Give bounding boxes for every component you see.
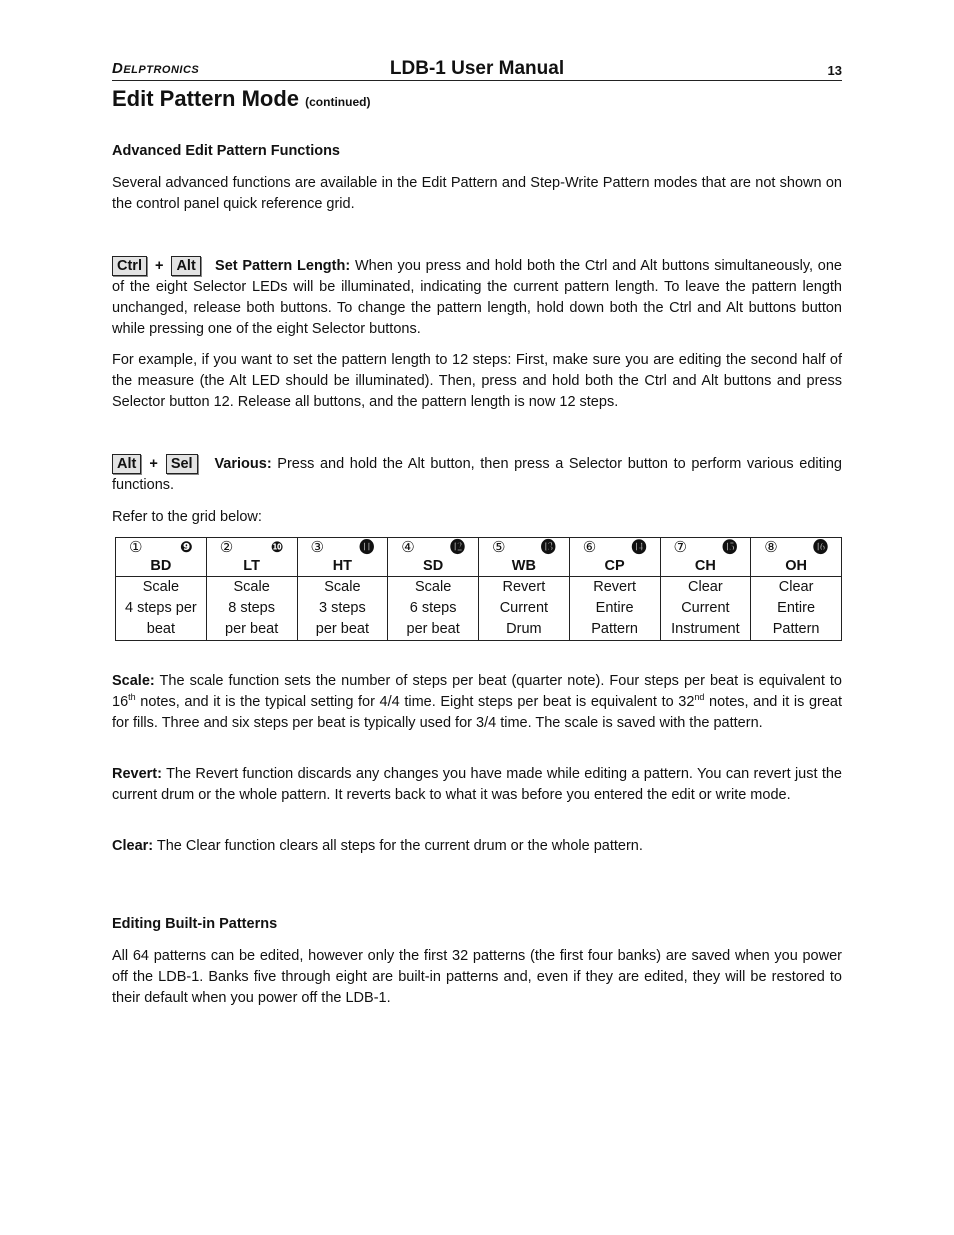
function-line: Scale [324, 579, 361, 595]
scale-label: Scale: [112, 673, 155, 689]
scale-text-3: notes, and it is great for fills. Three and six steps per beat is typically used for 3/4 time. The scale is saved with the pattern. [112, 694, 843, 731]
various-label: Various: [214, 456, 272, 472]
selector-number-alt: ⓯ [722, 539, 738, 556]
function-line: per beat [406, 621, 460, 637]
page-header [112, 58, 842, 81]
selector-number: ⑧ [764, 539, 778, 556]
function-line: Drum [506, 621, 542, 637]
selector-number: ② [219, 539, 234, 556]
grid-function-cell [388, 577, 479, 641]
function-line: per beat [225, 621, 279, 637]
selector-number-alt: ⓰ [812, 539, 828, 556]
advanced-heading: Advanced Edit Pattern Functions [112, 143, 340, 159]
set-length-label: Set Pattern Length: [215, 258, 351, 274]
grid-function-row [116, 577, 842, 641]
revert-label: Revert: [112, 766, 162, 782]
scale-text-1: The scale function sets the number of steps per beat (quarter note). Four steps per beat is equivalent to 16 [112, 673, 842, 710]
function-line: beat [146, 621, 175, 637]
revert-paragraph [112, 764, 842, 806]
plus-sign: + [149, 456, 158, 472]
grid-function-cell [206, 577, 297, 641]
drum-name: CP [604, 558, 625, 574]
selector-number-alt: ❾ [180, 539, 193, 556]
drum-name: BD [150, 558, 172, 574]
continued-note: (continued) [305, 95, 371, 109]
refer-text: Refer to the grid below: [112, 509, 262, 525]
clear-label: Clear: [112, 838, 154, 854]
function-line: Instrument [671, 621, 740, 637]
section-title [112, 86, 370, 112]
selector-number-alt: ⓭ [540, 539, 556, 556]
function-line: Entire [777, 600, 816, 616]
superscript: nd [694, 692, 705, 703]
grid-header-cell [116, 538, 207, 577]
grid-header-cell [569, 538, 660, 577]
alt-key: Alt [112, 454, 141, 474]
advanced-intro: Several advanced functions are available in the Edit Pattern and Step-Write Pattern modes that are not shown on the control panel quick reference grid. [112, 175, 842, 212]
function-line: Scale [233, 579, 270, 595]
drum-name: SD [423, 558, 444, 574]
function-line: 3 steps [319, 600, 366, 616]
grid-header-cell [297, 538, 388, 577]
function-line: Pattern [591, 621, 638, 637]
plus-sign: + [154, 258, 164, 274]
sel-key: Sel [166, 454, 198, 474]
drum-name: LT [243, 558, 260, 574]
section-title-text: Edit Pattern Mode [112, 86, 300, 111]
function-line: Pattern [772, 621, 820, 637]
grid-function-cell [751, 577, 842, 641]
function-line: 6 steps [409, 600, 457, 616]
grid-header-cell [751, 538, 842, 577]
grid-function-cell [660, 577, 751, 641]
selector-number: ⑥ [582, 539, 597, 556]
drum-name: CH [694, 558, 716, 574]
builtin-text: All 64 patterns can be edited, however only the first 32 patterns (the first four banks) are saved when you power off the LDB-1. Banks five through eight are built-in patterns and, even if they are edited, they will be restored to their default when you power off the LDB-1. [112, 948, 842, 1006]
function-line: Scale [414, 579, 452, 595]
function-line: Clear [778, 579, 814, 595]
brand-logo: Delptronics [112, 60, 200, 77]
function-line: 8 steps [228, 600, 275, 616]
superscript: th [128, 692, 136, 703]
manual-title: LDB-1 User Manual [389, 58, 565, 79]
page-number: 13 [827, 63, 842, 78]
drum-name: HT [332, 558, 353, 574]
grid-header-cell [206, 538, 297, 577]
selector-number: ③ [310, 539, 324, 556]
function-line: Entire [595, 600, 634, 616]
function-line: Scale [142, 579, 180, 595]
selector-number: ④ [401, 539, 415, 556]
selector-number-alt: ❿ [270, 539, 284, 556]
function-line: per beat [315, 621, 369, 637]
various-text: Press and hold the Alt button, then press a Selector button to perform various editing functions. [112, 456, 842, 493]
function-line: 4 steps per [125, 600, 197, 616]
grid-header-row [116, 538, 842, 577]
selector-grid [115, 537, 842, 641]
selector-number: ⑤ [492, 539, 506, 556]
scale-paragraph [112, 671, 842, 734]
function-line: Revert [502, 579, 546, 595]
scale-text-2: notes, and it is the typical setting for 4/4 time. Eight steps per beat is equivalent to 32 [135, 694, 695, 710]
drum-name: OH [785, 558, 807, 574]
grid-function-cell [569, 577, 660, 641]
selector-number: ⑦ [673, 539, 687, 556]
clear-paragraph [112, 836, 842, 857]
grid-function-cell [479, 577, 570, 641]
revert-text: The Revert function discards any changes you have made while editing a pattern. You can revert just the current drum or the whole pattern. It reverts back to what it was before you entered the edit or write mode. [112, 766, 842, 803]
grid-function-cell [116, 577, 207, 641]
clear-text: The Clear function clears all steps for the current drum or the whole pattern. [156, 838, 643, 854]
function-line: Current [681, 600, 730, 616]
function-line: Current [499, 600, 549, 616]
function-line: Clear [688, 579, 723, 595]
drum-name: WB [511, 558, 536, 574]
set-length-text: When you press and hold both the Ctrl and Alt buttons simultaneously, one of the eight Selector LEDs will be illuminated, indicating the current pattern length. To leave the pattern length unchanged, release both buttons. To change the pattern length, hold down both the Ctrl and Alt buttons button while pressing one of the eight Selector buttons. [112, 258, 843, 337]
selector-number-alt: ⓬ [449, 539, 465, 556]
builtin-heading: Editing Built-in Patterns [112, 916, 278, 932]
set-length-paragraph [112, 256, 842, 340]
alt-key: Alt [171, 256, 200, 276]
various-paragraph [112, 454, 842, 496]
selector-number-alt: ⓮ [631, 539, 647, 556]
grid-header-cell [479, 538, 570, 577]
selector-number-alt: ⓫ [359, 539, 375, 556]
grid-header-cell [388, 538, 479, 577]
selector-number: ① [129, 539, 143, 556]
ctrl-key: Ctrl [112, 256, 147, 276]
set-length-example: For example, if you want to set the pattern length to 12 steps: First, make sure you are editing the second half of the measure (the Alt LED should be illuminated). Then, press and hold both the Ctrl and Alt buttons and press Selector button 12. Release all buttons, and the pattern length is now 12 steps. [112, 352, 842, 410]
grid-header-cell [660, 538, 751, 577]
function-line: Revert [593, 579, 636, 595]
grid-function-cell [297, 577, 388, 641]
